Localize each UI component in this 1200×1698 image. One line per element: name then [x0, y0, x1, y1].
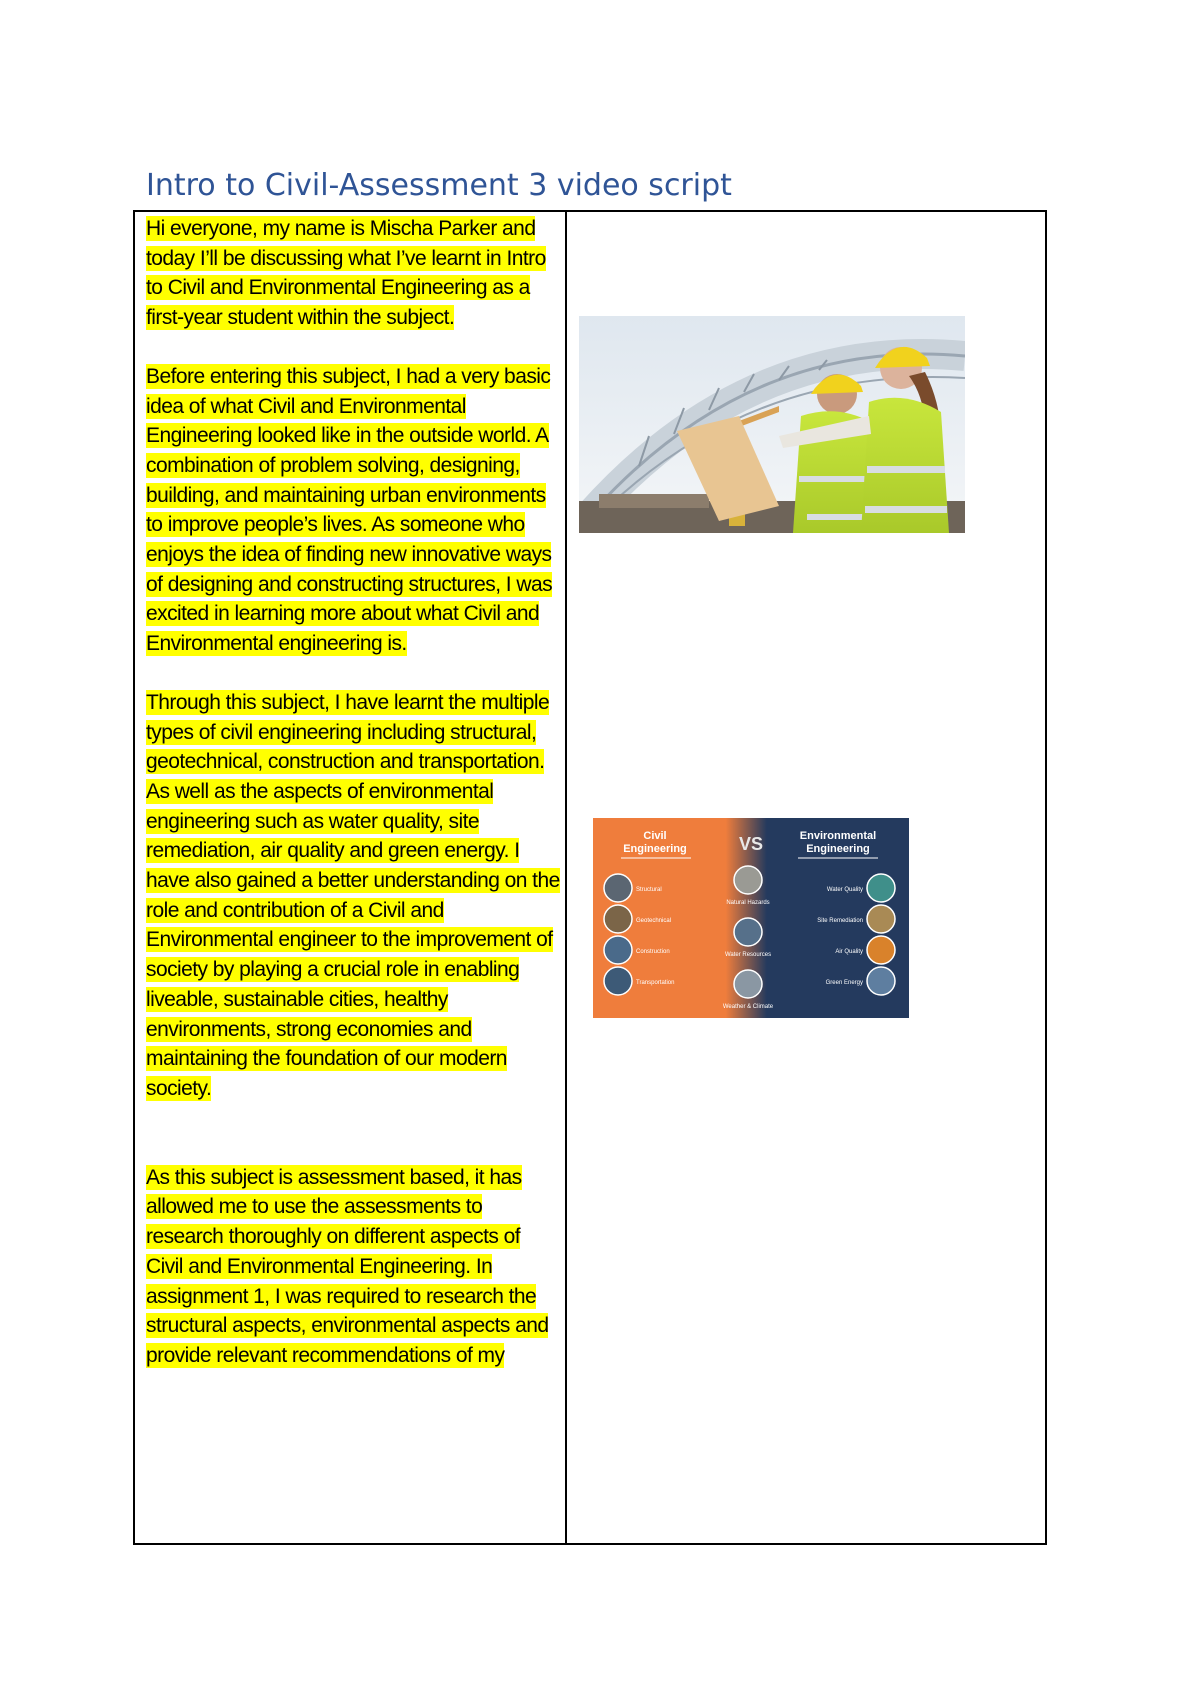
- paragraph-spacer: [146, 1104, 560, 1163]
- script-paragraph-before: [146, 362, 560, 659]
- script-paragraph-intro: [146, 214, 560, 333]
- infographic-env-item: Site Remediation: [817, 918, 863, 924]
- infographic-env-item: Green Energy: [825, 980, 863, 986]
- civil-vs-environmental-infographic: [593, 818, 909, 1018]
- paragraph-spacer: [146, 333, 560, 362]
- engineers-photo: [579, 316, 965, 533]
- paragraph-text: Hi everyone, my name is Mischa Parker and today I’ll be discussing what I’ve learnt in Intro to Civil and Environmental Engineering as a first-year student within the subject.: [146, 217, 546, 330]
- infographic-env-title-2: Engineering: [806, 843, 870, 855]
- infographic-middle-item: Water Resources: [724, 952, 772, 958]
- paragraph-text: As this subject is assessment based, it has allowed me to use the assessments to research thoroughly on different aspects of Civil and Environmental Engineering. In assignment 1, I was required to research the structural aspects, environmental aspects and provide relevant recommendations of my: [146, 1165, 549, 1367]
- infographic-civil-item: Geotechnical: [636, 918, 672, 924]
- script-paragraph-through: [146, 688, 560, 1104]
- infographic-middle-item: Weather & Climate: [722, 1004, 774, 1010]
- script-text-column: [146, 214, 560, 1539]
- infographic-civil-item: Construction: [636, 949, 670, 955]
- paragraph-text: Through this subject, I have learnt the multiple types of civil engineering including structural, geotechnical, construction and transportation. As well as the aspects of environmental engineering such as water quality, site remediation, air quality and green energy. I have also gained a better understanding on the role and contribution of a Civil and Environmental engineer to the improvement of society by playing a crucial role in enabling liveable, sustainable cities, healthy environments, strong economies and maintaining the foundation of our modern society.: [146, 690, 560, 1100]
- infographic-env-item: Air Quality: [835, 949, 863, 955]
- column-divider: [565, 212, 567, 1543]
- script-paragraph-assessment: [146, 1163, 560, 1371]
- paragraph-spacer: [146, 659, 560, 688]
- infographic-civil-title-2: Engineering: [623, 843, 687, 855]
- infographic-civil-title-1: Civil: [643, 830, 667, 842]
- infographic-middle-item: Natural Hazards: [726, 900, 770, 906]
- infographic-env-title-1: Environmental: [799, 830, 877, 842]
- infographic-civil-item: Transportation: [636, 980, 675, 986]
- document-title: Intro to Civil-Assessment 3 video script: [146, 168, 732, 203]
- infographic-civil-item: Structural: [636, 887, 662, 893]
- paragraph-text: Before entering this subject, I had a very basic idea of what Civil and Environmental Engineering looked like in the outside world. A combination of problem solving, designing, building, and maintaining urban environments to improve people’s lives. As someone who enjoys the idea of finding new innovative ways of designing and constructing structures, I was excited in learning more about what Civil and Environmental engineering is.: [146, 364, 553, 656]
- infographic-env-item: Water Quality: [826, 887, 863, 893]
- infographic-vs-label: VS: [738, 834, 764, 854]
